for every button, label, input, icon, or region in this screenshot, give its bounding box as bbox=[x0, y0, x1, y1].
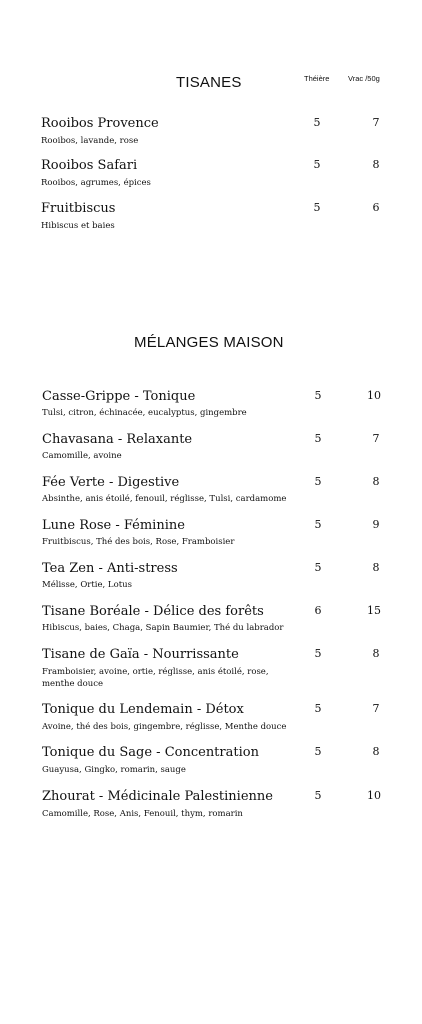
item-description: Tulsi, citron, échinacée, eucalyptus, gingembre bbox=[42, 408, 247, 418]
column-header-vrac: Vrac /50g bbox=[348, 74, 380, 83]
price-vrac: 6 bbox=[372, 201, 380, 214]
item-description: Hibiscus et baies bbox=[41, 221, 115, 231]
price-theiere: 5 bbox=[314, 475, 322, 488]
price-theiere: 5 bbox=[314, 561, 322, 574]
section-title-melanges: MÉLANGES MAISON bbox=[134, 334, 284, 351]
price-vrac: 10 bbox=[367, 789, 381, 802]
item-name: Fruitbiscus bbox=[41, 201, 116, 216]
price-vrac: 10 bbox=[367, 389, 381, 402]
item-description: Avoine, thé des bois, gingembre, réglisse, Menthe douce bbox=[42, 722, 287, 732]
item-name: Tea Zen - Anti-stress bbox=[42, 561, 178, 576]
price-theiere: 5 bbox=[314, 745, 322, 758]
item-name: Chavasana - Relaxante bbox=[42, 432, 193, 447]
price-theiere: 6 bbox=[314, 604, 322, 617]
item-name: Rooibos Provence bbox=[41, 116, 159, 131]
item-name: Tisane de Gaïa - Nourrissante bbox=[42, 647, 239, 662]
price-vrac: 8 bbox=[372, 745, 380, 758]
item-name: Rooibos Safari bbox=[41, 158, 138, 173]
item-description: Hibiscus, baies, Chaga, Sapin Baumier, Thé du labrador bbox=[42, 623, 284, 633]
price-theiere: 5 bbox=[314, 432, 322, 445]
item-description: Camomille, Rose, Anis, Fenouil, thym, romarin bbox=[42, 809, 243, 819]
price-vrac: 8 bbox=[372, 561, 380, 574]
item-name: Tonique du Sage - Concentration bbox=[42, 745, 259, 760]
item-description: Rooibos, lavande, rose bbox=[41, 136, 139, 146]
price-vrac: 8 bbox=[372, 158, 380, 171]
item-name: Tisane Boréale - Délice des forêts bbox=[42, 604, 264, 619]
price-vrac: 8 bbox=[372, 475, 380, 488]
item-description: Mélisse, Ortie, Lotus bbox=[42, 580, 132, 590]
price-theiere: 5 bbox=[313, 201, 321, 214]
column-header-theiere: Théière bbox=[304, 74, 330, 83]
price-vrac: 7 bbox=[372, 432, 380, 445]
item-name: Fée Verte - Digestive bbox=[42, 475, 180, 490]
section-title-tisanes: TISANES bbox=[176, 74, 242, 91]
price-theiere: 5 bbox=[314, 702, 322, 715]
item-name: Tonique du Lendemain - Détox bbox=[42, 702, 244, 717]
item-name: Zhourat - Médicinale Palestinienne bbox=[42, 789, 273, 804]
price-vrac: 9 bbox=[372, 518, 380, 531]
price-vrac: 15 bbox=[367, 604, 381, 617]
item-description: Absinthe, anis étoilé, fenouil, réglisse, Tulsi, cardamome bbox=[42, 494, 287, 504]
item-name: Casse-Grippe - Tonique bbox=[42, 389, 196, 404]
price-theiere: 5 bbox=[314, 647, 322, 660]
price-theiere: 5 bbox=[314, 789, 322, 802]
price-vrac: 8 bbox=[372, 647, 380, 660]
price-theiere: 5 bbox=[314, 389, 322, 402]
item-name: Lune Rose - Féminine bbox=[42, 518, 185, 533]
price-vrac: 7 bbox=[372, 116, 380, 129]
item-description: Camomille, avoine bbox=[42, 451, 122, 461]
item-description: Rooibos, agrumes, épices bbox=[41, 178, 151, 188]
item-description: Fruitbiscus, Thé des bois, Rose, Framboisier bbox=[42, 537, 235, 547]
item-description: Guayusa, Gingko, romarin, sauge bbox=[42, 765, 186, 775]
price-theiere: 5 bbox=[313, 158, 321, 171]
price-vrac: 7 bbox=[372, 702, 380, 715]
price-theiere: 5 bbox=[313, 116, 321, 129]
item-description: Framboisier, avoine, ortie, réglisse, anis étoilé, rose, menthe douce bbox=[42, 667, 269, 689]
price-theiere: 5 bbox=[314, 518, 322, 531]
